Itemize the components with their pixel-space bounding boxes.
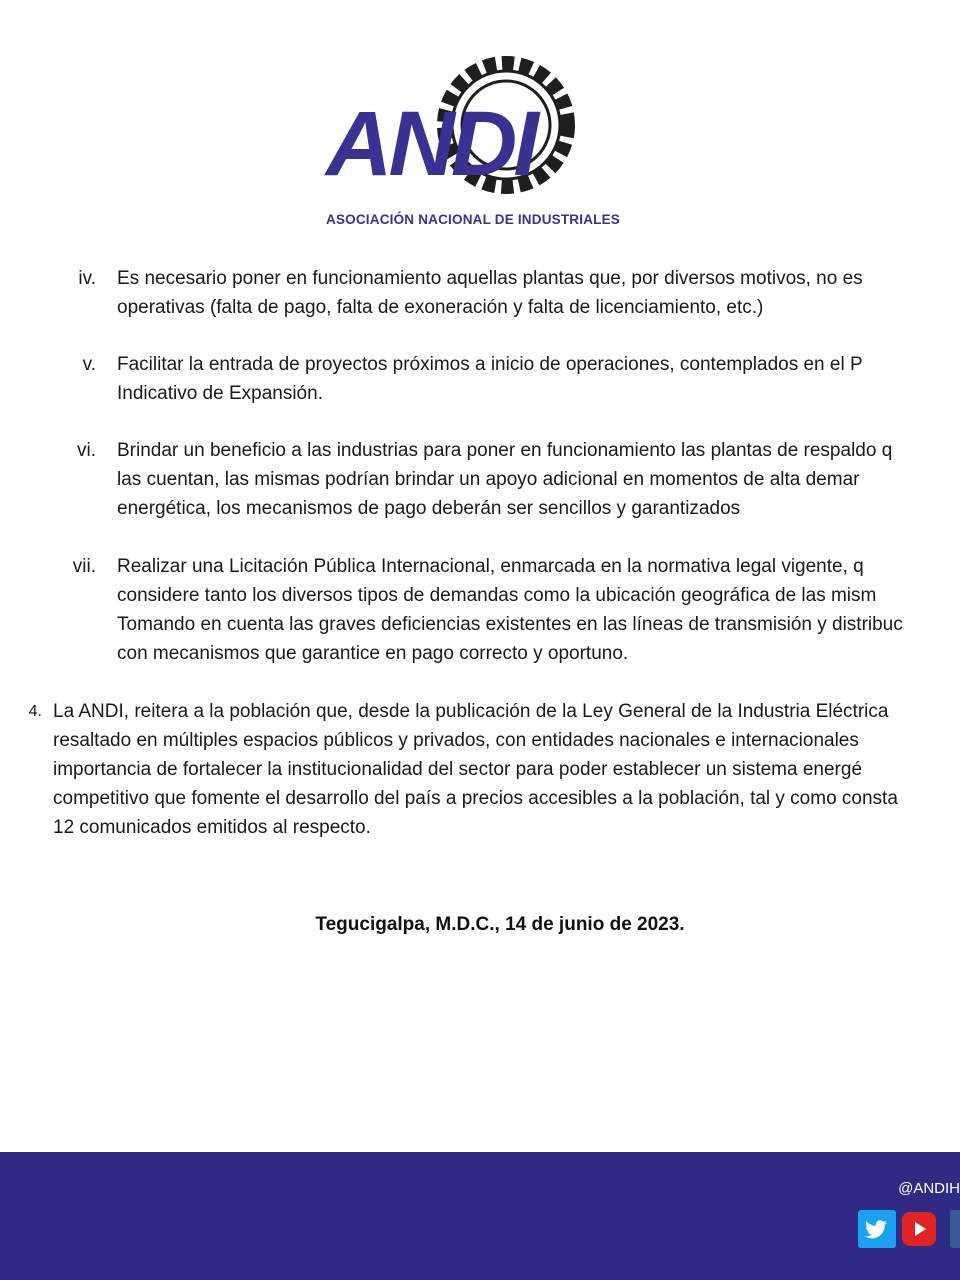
list-text — [53, 697, 960, 842]
list-marker: iv. — [78, 268, 96, 289]
text-line: Es necesario poner en funcionamiento aquellas plantas que, por diversos motivos, no es — [117, 268, 863, 289]
gear-icon — [320, 55, 640, 215]
document-body — [0, 262, 960, 962]
text-line: Realizar una Licitación Pública Internacional, enmarcada en la normativa legal vigente, q — [117, 556, 864, 577]
text-line: Brindar un beneficio a las industrias para poner en funcionamiento las plantas de respaldo q — [117, 440, 893, 461]
list-marker: vi. — [77, 440, 96, 461]
list-text — [117, 350, 960, 408]
text-line: Indicativo de Expansión. — [117, 383, 323, 404]
text-line: 12 comunicados emitidos al respecto. — [53, 817, 371, 838]
text-line: resaltado en múltiples espacios públicos y privados, con entidades nacionales e internacionales — [53, 730, 859, 751]
list-text — [117, 552, 960, 668]
text-line: Tomando en cuenta las graves deficiencias existentes en las líneas de transmisión y distribuc — [117, 614, 903, 635]
list-marker: 4. — [28, 703, 42, 720]
text-line: considere tanto los diversos tipos de demandas como la ubicación geográfica de las mism — [117, 585, 877, 606]
list-marker: v. — [82, 354, 96, 375]
logo-subtitle: ASOCIACIÓN NACIONAL DE INDUSTRIALES — [326, 212, 621, 227]
facebook-icon[interactable] — [950, 1210, 960, 1248]
date-line: Tegucigalpa, M.D.C., 14 de junio de 2023. — [315, 914, 685, 935]
list-marker: vii. — [72, 556, 96, 577]
text-line: con mecanismos que garantice en pago correcto y oportuno. — [117, 643, 629, 664]
footer — [0, 1152, 960, 1280]
list-text — [117, 264, 960, 322]
text-line: las cuentan, las mismas podrían brindar un apoyo adicional en momentos de alta demar — [117, 469, 860, 490]
text-line: La ANDI, reitera a la población que, desde la publicación de la Ley General de la Industria Eléctrica — [53, 701, 889, 722]
text-line: operativas (falta de pago, falta de exoneración y falta de licenciamiento, etc.) — [117, 297, 764, 318]
text-line: energética, los mecanismos de pago deberán ser sencillos y garantizados — [117, 498, 741, 519]
text-line: Facilitar la entrada de proyectos próximos a inicio de operaciones, contemplados en el P — [117, 354, 863, 375]
text-line: importancia de fortalecer la institucionalidad del sector para poder establecer un sistema energé — [53, 759, 863, 780]
logo-text: ANDI — [326, 93, 535, 195]
twitter-icon[interactable] — [858, 1210, 896, 1248]
text-line: competitivo que fomente el desarrollo del país a precios accesibles a la población, tal y como consta — [53, 788, 898, 809]
youtube-icon[interactable] — [902, 1212, 936, 1246]
andi-logo — [320, 55, 640, 235]
list-text — [117, 436, 960, 523]
social-handle[interactable]: @ANDIH — [898, 1180, 960, 1197]
